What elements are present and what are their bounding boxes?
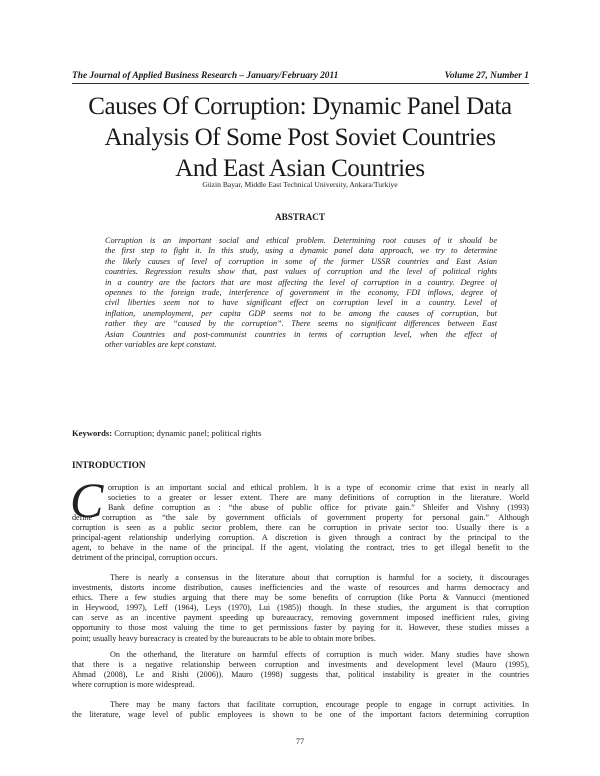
abstract-line: opennes to the foreign trade, interference of government in the economy, FDI inflows, degree of [105, 288, 497, 298]
body-line: opportunity to those most valuing the time to get permissions faster by paying for it. However, these studies misses a [72, 623, 529, 633]
title-line: Analysis Of Some Post Soviet Countries [104, 124, 496, 151]
body-line: There is nearly a consensus in the literature about that corruption is harmful for a society, it discourages [110, 573, 529, 582]
body-line: investments, distorts income distribution, causes inefficiencies and the waste of resources and harms democracy and [72, 583, 529, 593]
body-line: agent, to behave in the name of the principal. If the agent, violating the contract, tries to get illegal benefit to the [72, 543, 529, 553]
title-line: Causes Of Corruption: Dynamic Panel Data [88, 93, 512, 120]
running-header [72, 71, 529, 84]
body-line: can serve as an incentive payment speeding up bureaucracy, removing government imposed inefficient rules, giving [72, 613, 529, 623]
volume-number: Volume 27, Number 1 [444, 71, 529, 81]
intro-paragraph-3 [72, 650, 529, 690]
body-line: that there is a negative relationship between corruption and investments and development level (Mauro (1995), [72, 660, 529, 670]
body-line: detriment of the principal, corruption occurs. [72, 553, 218, 563]
abstract-line: rather they are “caused by the corruption”. There seems no significant differences between East [105, 319, 497, 329]
body-line: On the otherhand, the literature on harmful effects of corruption is much wider. Many studies have shown [110, 650, 529, 659]
body-line: corruption is seen as a public sector problem, there can be corruption in private sector too. Usually there is a [72, 523, 529, 533]
abstract-line: the first step to fight it. In this study, using a dynamic panel data approach, we try to determine [105, 246, 497, 256]
journal-name: The Journal of Applied Business Research – January/February 2011 [72, 71, 339, 81]
body-line: ethics. There a few studies arguing that there may be some benefits of corruption (like Porta & Vannucci (mentioned [72, 593, 529, 603]
intro-paragraph-4 [72, 700, 529, 720]
body-line: Ahmad (2008), Le and Rishi (2006)). Mauro (1998) suggests that, political instability is greater in the countries [72, 670, 529, 680]
intro-paragraph-1-rest [72, 513, 529, 563]
abstract-line: other variables are kept constant. [105, 340, 217, 350]
body-line: societies to a greater or lesser extent. There are many definitions of corruption in the literature. World [108, 493, 529, 503]
paper-title [60, 91, 540, 184]
introduction-heading: INTRODUCTION [72, 460, 146, 470]
keywords-text: Corruption; dynamic panel; political rights [114, 428, 262, 438]
abstract-line: in a country are the factors that are most affecting the level of corruption in a country. Degree of [105, 277, 497, 287]
abstract-line: countries. Regression results show that, past values of corruption and the level of political rights [105, 267, 497, 277]
abstract-line: inflation, unemployment, per capita GDP seems not to be among the causes of corruption, but [105, 308, 497, 318]
drop-cap-letter: C [70, 472, 104, 528]
abstract-line: Asian Countries and post-communist countries in terms of corruption level, when the effect of [105, 329, 497, 339]
body-line: in Heywood, 1997), Leff (1964), Leys (1970), Lui (1985)) though. In these studies, the argument is that corruption [72, 603, 529, 613]
abstract-line: the likely causes of level of corruption in some of the former USSR countries and East Asian [105, 256, 497, 266]
abstract-body [105, 236, 497, 350]
keywords-label: Keywords: [72, 428, 113, 438]
body-line: point; usually heavy bureacracy is created by the bureaucrats to be able to obtain more bribes. [72, 633, 376, 643]
body-line: principal-agent relationship underlying corruption. A discretion is given through a contract by the principal to the [72, 533, 529, 543]
body-line: Bank define corruption as : “the abuse of public office for private gain.” Shleifer and Vishny (1993) [108, 503, 529, 513]
body-line: define corruption as “the sale by government officials of government property for personal gain.” Although [72, 513, 529, 522]
intro-paragraph-1-start [108, 483, 529, 513]
body-line: where corruption is more widespread. [72, 680, 195, 690]
body-line: orruption is an important social and ethical problem. It is a type of economic crime that exist in nearly all [108, 483, 529, 492]
abstract-heading: ABSTRACT [274, 212, 326, 222]
page-number: 77 [295, 737, 305, 746]
author-affiliation: Güzin Bayar, Middle East Technical University, Ankara/Turkiye [202, 180, 398, 189]
abstract-line: Corruption is an important social and ethical problem. Determining root causes of it should be [105, 236, 497, 245]
body-line: There may be many factors that facilitate corruption, encourage people to engage in corrupt activities. In [110, 700, 529, 709]
keywords [72, 428, 529, 438]
abstract-line: civil liberties seem not to have significant effect on corruption level in a country. Level of [105, 298, 497, 308]
intro-paragraph-2 [72, 573, 529, 644]
title-line: And East Asian Countries [175, 155, 425, 182]
body-line: the literature, wage level of public employees is shown to be one of the important factors determining corruption [72, 710, 529, 720]
